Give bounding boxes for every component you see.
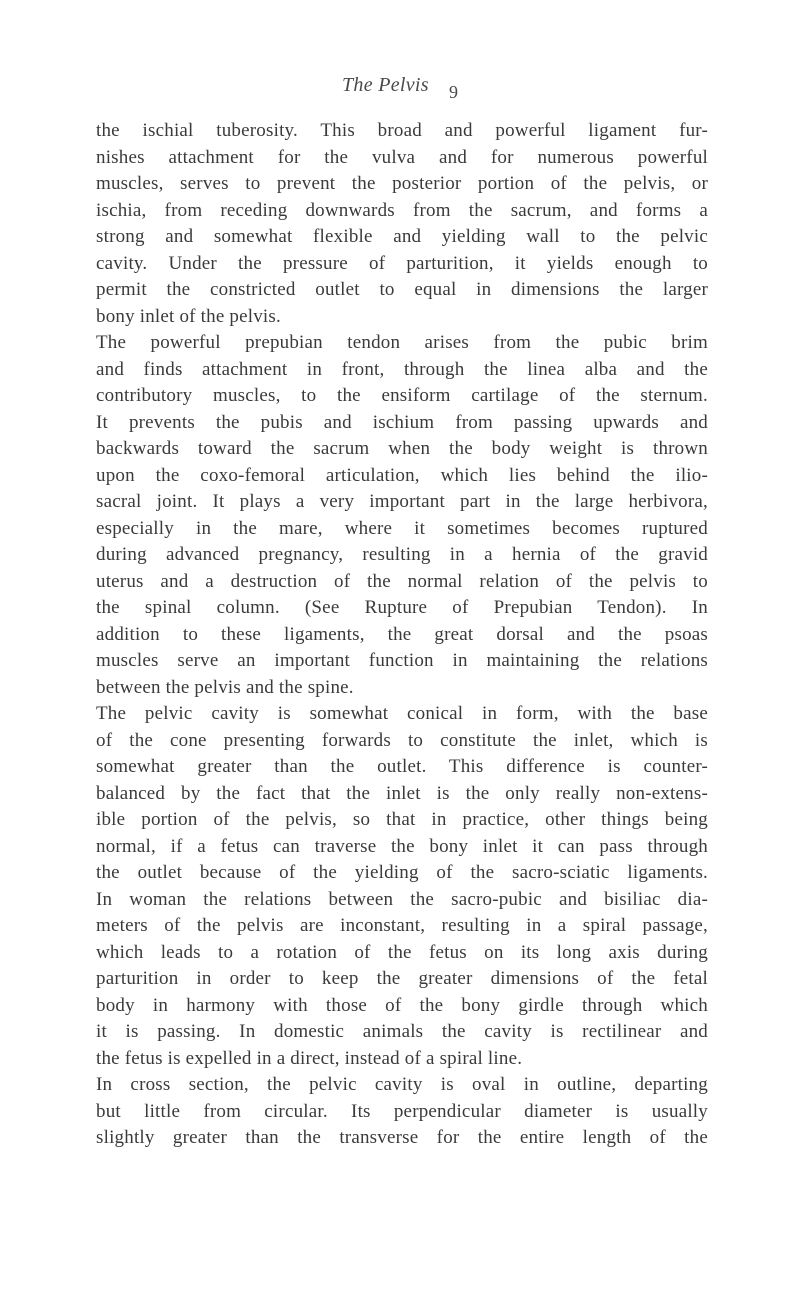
text-line: The powerful prepubian tendon arises from the pubic brim	[96, 332, 708, 353]
text-line: but little from circular. Its perpendicular diameter is usually	[96, 1100, 708, 1122]
text-line: contributory muscles, to the ensiform cartilage of the sternum.	[96, 385, 708, 406]
text-line: especially in the mare, where it sometimes becomes ruptured	[96, 517, 708, 539]
text-line: The pelvic cavity is somewhat conical in form, with the base	[96, 703, 708, 724]
text-line: it is passing. In domestic animals the cavity is rectilinear and	[96, 1021, 708, 1042]
text-line: muscles, serves to prevent the posterior portion of the pelvis, or	[96, 173, 708, 194]
page-header	[0, 74, 800, 114]
text-line: It prevents the pubis and ischium from passing upwards and	[96, 411, 708, 433]
text-line: permit the constricted outlet to equal in dimensions the larger	[96, 279, 708, 300]
text-line: somewhat greater than the outlet. This difference is counter-	[96, 756, 708, 777]
text-line: In cross section, the pelvic cavity is oval in outline, departing	[96, 1074, 708, 1095]
text-line: addition to these ligaments, the great dorsal and the psoas	[96, 623, 708, 645]
text-line: balanced by the fact that the inlet is the only really non-extens-	[96, 782, 708, 804]
text-line: In woman the relations between the sacro-pubic and bisiliac dia-	[96, 888, 708, 910]
text-line: the fetus is expelled in a direct, instead of a spiral line.	[96, 1047, 523, 1069]
text-line: which leads to a rotation of the fetus on its long axis during	[96, 941, 708, 963]
text-line: between the pelvis and the spine.	[96, 676, 354, 698]
text-line: the outlet because of the yielding of the sacro-sciatic ligaments.	[96, 862, 708, 883]
text-line: sacral joint. It plays a very important part in the large herbivora,	[96, 491, 708, 512]
text-line: parturition in order to keep the greater dimensions of the fetal	[96, 968, 708, 989]
text-line: of the cone presenting forwards to constitute the inlet, which is	[96, 729, 708, 751]
text-line: backwards toward the sacrum when the body weight is thrown	[96, 438, 708, 459]
text-line: uterus and a destruction of the normal relation of the pelvis to	[96, 570, 708, 592]
text-line: during advanced pregnancy, resulting in a hernia of the gravid	[96, 544, 708, 565]
text-line: meters of the pelvis are inconstant, resulting in a spiral passage,	[96, 915, 708, 936]
text-line: the spinal column. (See Rupture of Prepubian Tendon). In	[96, 597, 708, 618]
text-line: ischia, from receding downwards from the sacrum, and forms a	[96, 199, 708, 221]
text-line: bony inlet of the pelvis.	[96, 305, 281, 327]
text-line: nishes attachment for the vulva and for numerous powerful	[96, 146, 708, 168]
body-text	[96, 118, 708, 1152]
text-line: cavity. Under the pressure of parturition, it yields enough to	[96, 252, 708, 274]
page-number: 9	[449, 82, 458, 102]
text-line: ible portion of the pelvis, so that in practice, other things being	[96, 809, 708, 830]
text-line: muscles serve an important function in maintaining the relations	[96, 650, 708, 671]
text-line: upon the coxo-femoral articulation, which lies behind the ilio-	[96, 464, 708, 486]
text-line: strong and somewhat flexible and yielding wall to the pelvic	[96, 226, 708, 247]
running-title: The Pelvis	[342, 74, 429, 96]
text-line: body in harmony with those of the bony girdle through which	[96, 994, 708, 1016]
text-line: and finds attachment in front, through the linea alba and the	[96, 358, 708, 380]
text-line: normal, if a fetus can traverse the bony inlet it can pass through	[96, 835, 708, 857]
text-line: slightly greater than the transverse for the entire length of the	[96, 1127, 708, 1148]
text-line: the ischial tuberosity. This broad and powerful ligament fur-	[96, 120, 708, 141]
